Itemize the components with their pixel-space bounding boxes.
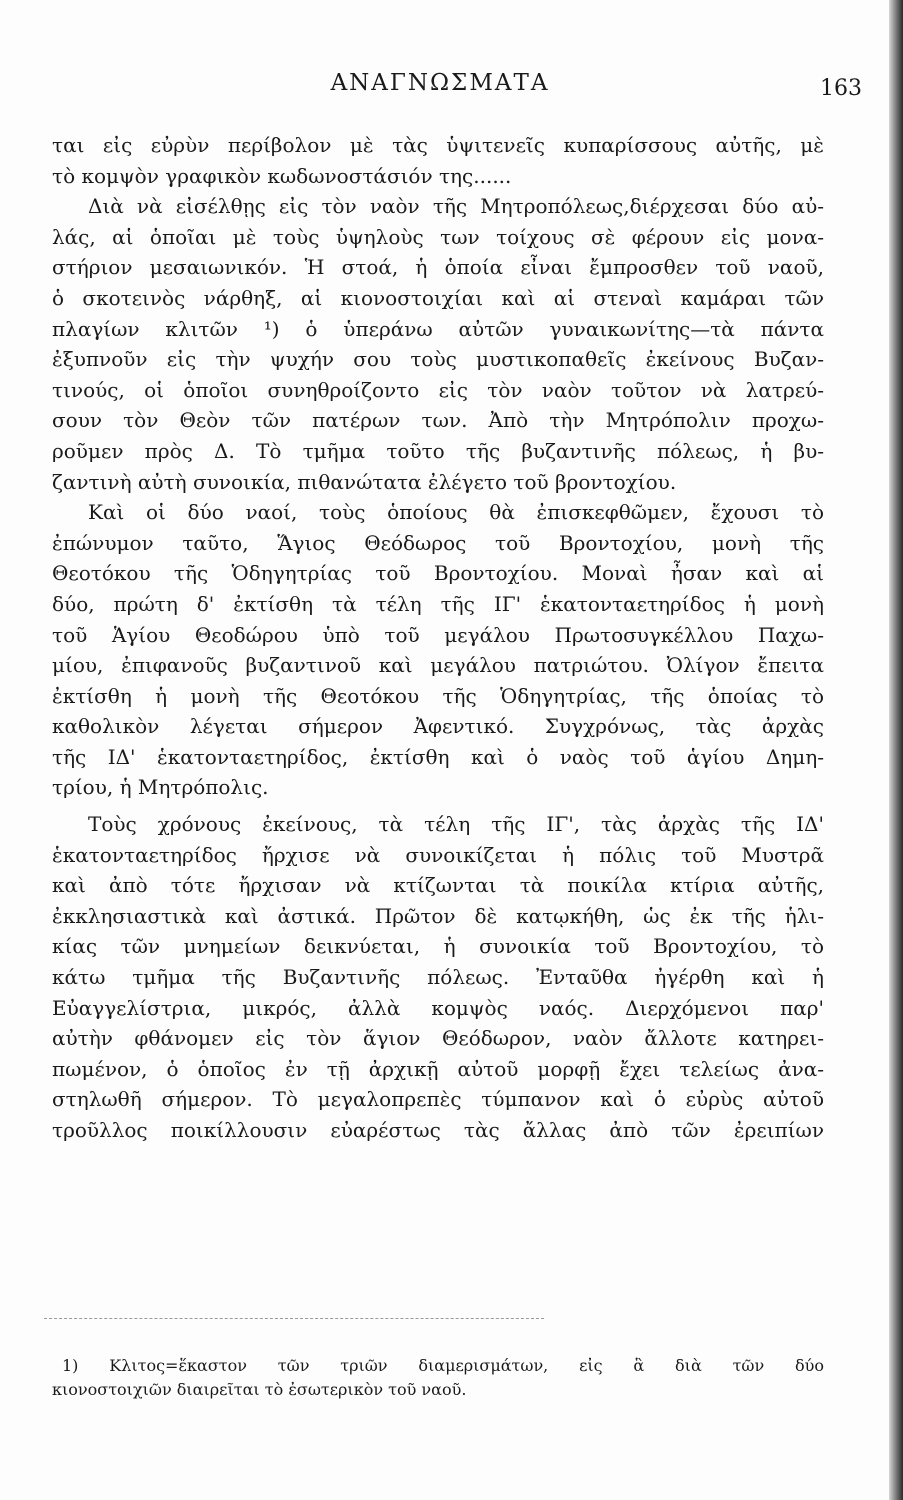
- text-line: ροῦμεν πρὸς Δ. Τὸ τμῆμα τοῦτο τῆς βυζαντινῆς πόλεως, ἡ βυ-: [52, 438, 824, 463]
- footnote-line: κιονοστοιχιῶν διαιρεῖται τὸ ἐσωτερικὸν τοῦ ναοῦ.: [52, 1380, 467, 1399]
- text-line: κίας τῶν μνημείων δεικνύεται, ἡ συνοικία τοῦ Βροντοχίου, τὸ: [52, 934, 824, 959]
- running-head: [60, 70, 862, 106]
- text-line: τῆς ΙΔ' ἑκατονταετηρίδος, ἐκτίσθη καὶ ὁ ναὸς τοῦ ἁγίου Δημη-: [52, 744, 824, 769]
- text-line: τινούς, οἱ ὁποῖοι συνηθροίζοντο εἰς τὸν ναὸν τοῦτον νὰ λατρεύ-: [52, 377, 824, 402]
- text-line: ἐπώνυμον ταῦτο, Ἅγιος Θεόδωρος τοῦ Βροντοχίου, μονὴ τῆς: [52, 530, 824, 555]
- text-line: τροῦλλος ποικίλλουσιν εὐαρέστως τὰς ἄλλας ἀπὸ τῶν ἐρειπίων: [52, 1118, 824, 1142]
- page-number: 163: [820, 76, 862, 101]
- text-line: ται εἰς εὐρὺν περίβολον μὲ τὰς ὑψιτενεῖς κυπαρίσσους αὐτῆς, μὲ: [52, 133, 824, 157]
- text-line: ἐκκλησιαστικὰ καὶ ἀστικά. Πρῶτον δὲ κατῳκήθη, ὡς ἐκ τῆς ἡλι-: [52, 903, 824, 928]
- text-line: Καὶ οἱ δύο ναοί, τοὺς ὁποίους θὰ ἐπισκεφθῶμεν, ἔχουσι τὸ: [88, 500, 824, 525]
- text-line: στήριον μεσαιωνικόν. Ἡ στοά, ἡ ὁποία εἶναι ἔμπροσθεν τοῦ ναοῦ,: [52, 255, 824, 280]
- text-line: Διὰ νὰ εἰσέλθῃς εἰς τὸν ναὸν τῆς Μητροπόλεως,διέρχεσαι δύο αὐ-: [88, 194, 824, 219]
- footnote-line: 1) Κλιτος=ἕκαστον τῶν τριῶν διαμερισμάτων, εἰς ἃ διὰ τῶν δύο: [62, 1356, 824, 1375]
- text-line: ἐξυπνοῦν εἰς τὴν ψυχήν σου τοὺς μυστικοπαθεῖς ἐκείνους Βυζαν-: [52, 347, 824, 372]
- text-line: ἑκατονταετηρίδος ἤρχισε νὰ συνοικίζεται ἡ πόλις τοῦ Μυστρᾶ: [52, 842, 824, 867]
- text-line: καθολικὸν λέγεται σήμερον Ἀφεντικό. Συγχρόνως, τὰς ἀρχὰς: [52, 714, 824, 739]
- text-line: ἐκτίσθη ἡ μονὴ τῆς Θεοτόκου τῆς Ὁδηγητρίας, τῆς ὁποίας τὸ: [52, 683, 824, 708]
- text-line: κάτω τμῆμα τῆς Βυζαντινῆς πόλεως. Ἐνταῦθα ἠγέρθη καὶ ἡ: [52, 965, 824, 990]
- text-line: Θεοτόκου τῆς Ὁδηγητρίας τοῦ Βροντοχίου. Μοναὶ ἦσαν καὶ αἱ: [52, 561, 824, 586]
- text-line: δύο, πρώτη δ' ἐκτίσθη τὰ τέλη τῆς ΙΓ' ἑκατονταετηρίδος ἡ μονὴ: [52, 591, 824, 616]
- text-line: ὁ σκοτεινὸς νάρθηξ, αἱ κιονοστοιχίαι καὶ αἱ στεναὶ καμάραι τῶν: [52, 285, 824, 310]
- text-line: πωμένον, ὁ ὁποῖος ἐν τῇ ἀρχικῇ αὐτοῦ μορφῇ ἔχει τελείως ἀνα-: [52, 1056, 824, 1081]
- text-line: λάς, αἱ ὁποῖαι μὲ τοὺς ὑψηλοὺς των τοίχους σὲ φέρουν εἰς μονα-: [52, 224, 824, 249]
- footnotes: [52, 1354, 824, 1402]
- text-line: καὶ ἀπὸ τότε ἤρχισαν νὰ κτίζωνται τὰ ποικίλα κτίρια αὐτῆς,: [52, 873, 824, 898]
- text-line: μίου, ἐπιφανοῦς βυζαντινοῦ καὶ μεγάλου πατριώτου. Ὀλίγον ἔπειτα: [52, 653, 824, 678]
- text-line: ζαντινὴ αὐτὴ συνοικία, πιθανώτατα ἐλέγετο τοῦ βροντοχίου.: [52, 469, 677, 494]
- text-line: στηλωθῆ σήμερον. Τὸ μεγαλοπρεπὲς τύμπανον καὶ ὁ εὐρὺς αὐτοῦ: [52, 1087, 824, 1112]
- running-head-title: ΑΝΑΓΝΩΣΜΑΤΑ: [330, 70, 550, 96]
- footnote-divider: [44, 1318, 544, 1319]
- body-text: [52, 130, 824, 1146]
- text-line: Εὐαγγελίστρια, μικρός, ἀλλὰ κομψὸς ναός. Διερχόμενοι παρ': [52, 995, 824, 1020]
- book-spine-shadow: [889, 0, 903, 1500]
- text-line: τὸ κομψὸν γραφικὸν κωδωνοστάσιόν της......: [52, 163, 512, 188]
- text-line: Τοὺς χρόνους ἐκείνους, τὰ τέλη τῆς ΙΓ', τὰς ἀρχὰς τῆς ΙΔ': [88, 812, 824, 837]
- text-line: σουν τὸν Θεὸν τῶν πατέρων των. Ἀπὸ τὴν Μητρόπολιν προχω-: [52, 408, 824, 433]
- text-line: τρίου, ἡ Μητρόπολις.: [52, 775, 269, 800]
- text-line: τοῦ Ἁγίου Θεοδώρου ὑπὸ τοῦ μεγάλου Πρωτοσυγκέλλου Παχω-: [52, 622, 824, 647]
- text-line: πλαγίων κλιτῶν ¹) ὁ ὑπεράνω αὐτῶν γυναικωνίτης—τὰ πάντα: [52, 316, 824, 341]
- text-line: αὐτὴν φθάνομεν εἰς τὸν ἅγιον Θεόδωρον, ναὸν ἄλλοτε κατηρει-: [52, 1026, 824, 1051]
